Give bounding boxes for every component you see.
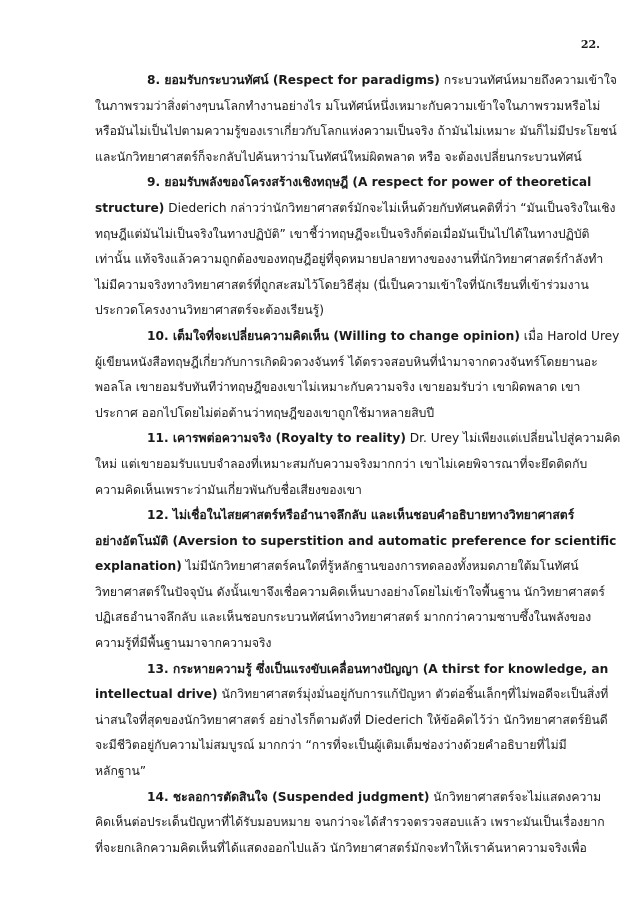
paragraph-line: เท่านั้น แท้จริงแล้วความถูกต้องของทฤษฎีอยู่ที่จุดหมายปลายทางของงานที่นักวิทยาศาสตร์กำลังทำ bbox=[95, 252, 604, 267]
paragraph-line: วิทยาศาสตร์ในปัจจุบัน ดังนั้นเขาจึงเชื่อความคิดเห็นบางอย่างโดยไม่เข้าใจพื้นฐาน นักวิทยาศาสตร์ bbox=[95, 584, 605, 599]
paragraph-line bbox=[95, 68, 617, 94]
paragraph-line: น่าสนใจที่สุดของนักวิทยาศาสตร์ อย่างไรก็ตามดังที่ Diederich ให้ข้อคิดไว้ว่า นักวิทยาศาสตร์ยินดี bbox=[95, 712, 608, 727]
paragraph-line: ไม่มีความจริงทางวิทยาศาสตร์ที่ถูกสะสมไว้โดยวิธีสุ่ม (นี่เป็นความเข้าใจที่นักเรียนที่เข้าร่วมงาน bbox=[95, 277, 589, 292]
paragraph-line: คิดเห็นต่อประเด็นปัญหาที่ได้รับมอบหมาย จนกว่าจะได้สำรวจตรวจสอบแล้ว เพราะมันเป็นเรื่องยาก bbox=[95, 815, 605, 830]
paragraph-14 bbox=[95, 785, 605, 862]
paragraph-line: และนักวิทยาศาสตร์ก็จะกลับไปค้นหาว่ามโนทัศน์ใหม่ผิดพลาด หรือ จะต้องเปลี่ยนกระบวนทัศน์ bbox=[95, 149, 582, 164]
paragraph-line: หรือมันไม่เป็นไปตามความรู้ของเราเกี่ยวกับโลกแห่งความเป็นจริง ถ้ามันไม่เหมาะ มันก็ไม่มีประโยชน์ bbox=[95, 124, 617, 139]
paragraph-heading: อย่างอัตโนมัติ (Aversion to superstition and automatic preference for scientific bbox=[95, 533, 617, 548]
paragraph-line bbox=[95, 682, 609, 708]
paragraph-12 bbox=[95, 503, 617, 657]
paragraph-heading: 8. ยอมรับกระบวนทัศน์ (Respect for paradigms) bbox=[147, 73, 440, 87]
paragraph-line bbox=[95, 324, 620, 350]
paragraph-line bbox=[95, 196, 616, 222]
paragraph-text: Diederich กล่าวว่านักวิทยาศาสตร์มักจะไม่เห็นด้วยกับทัศนคติที่ว่า “มันเป็นจริงในเชิง bbox=[164, 200, 616, 215]
paragraph-text: นักวิทยาศาสตร์จะไม่แสดงความ bbox=[429, 789, 602, 804]
paragraph-heading: 14. ชะลอการตัดสินใจ (Suspended judgment) bbox=[147, 789, 430, 804]
paragraph-line: ผู้เขียนหนังสือทฤษฎีเกี่ยวกับการเกิดผิวดวงจันทร์ ได้ตรวจสอบหินที่นำมาจากดวงจันทร์โดยยานอะ bbox=[95, 354, 598, 369]
paragraph-line: ทฤษฎีแต่มันไม่เป็นจริงในทางปฏิบัติ” เขาชี้ว่าทฤษฎีจะเป็นจริงก็ต่อเมื่อมันเป็นไปได้ในทางปฏิบัติ bbox=[95, 226, 590, 241]
paragraph-line bbox=[95, 170, 592, 196]
paragraph-line bbox=[95, 529, 617, 555]
paragraph-line: ประกาศ ออกไปโดยไม่ต่อต้านว่าทฤษฎีของเขาถูกใช้มาหลายสิบปี bbox=[95, 405, 435, 420]
paragraph-13 bbox=[95, 657, 609, 785]
paragraph-line: ที่จะยกเลิกความคิดเห็นที่ได้แสดงออกไปแล้ว นักวิทยาศาสตร์มักจะทำให้เราค้นหาความจริงเพื่อ bbox=[95, 840, 587, 855]
paragraph-9 bbox=[95, 170, 616, 324]
page-number: 22. bbox=[580, 38, 600, 51]
paragraph-line: ความคิดเห็นเพราะว่ามันเกี่ยวพันกับชื่อเสียงของเขา bbox=[95, 482, 362, 497]
paragraph-text: เมื่อ Harold Urey bbox=[519, 328, 620, 343]
paragraph-heading: intellectual drive) bbox=[95, 687, 218, 702]
paragraph-heading: structure) bbox=[95, 200, 165, 215]
paragraph-heading: 10. เต็มใจที่จะเปลี่ยนความคิดเห็น (Willing to change opinion) bbox=[147, 328, 520, 343]
paragraph-10 bbox=[95, 324, 620, 426]
paragraph-line: ใหม่ แต่เขายอมรับแบบจำลองที่เหมาะสมกับความจริงมากกว่า เขาไม่เคยพิจารณาที่จะยึดติดกับ bbox=[95, 456, 588, 471]
paragraph-line bbox=[95, 503, 588, 529]
paragraph-line: จะมีชีวิตอยู่กับความไม่สมบูรณ์ มากกว่า “การที่จะเป็นผู้เติมเต็มช่องว่างด้วยคำอธิบายที่ไม่มี bbox=[95, 738, 567, 753]
paragraph-line bbox=[95, 785, 602, 811]
paragraph-line: ความรู้ที่มีพื้นฐานมาจากความจริง bbox=[95, 636, 272, 651]
paragraph-11 bbox=[95, 426, 621, 503]
paragraph-heading: 12. ไม่เชื่อในไสยศาสตร์หรืออำนาจลึกลับ และเห็นชอบคำอธิบายทางวิทยาศาสตร์ bbox=[147, 508, 575, 523]
paragraph-heading: 11. เคารพต่อความจริง (Royalty to reality) bbox=[147, 431, 406, 446]
paragraph-text: Dr. Urey ไม่เพียงแต่เปลี่ยนไปสู่ความคิด bbox=[405, 431, 621, 446]
paragraph-heading: 13. กระหายความรู้ ซึ่งเป็นแรงขับเคลื่อนทางปัญญา (A thirst for knowledge, an bbox=[147, 661, 609, 676]
paragraph-text: ไม่มีนักวิทยาศาสตร์คนใดที่รู้หลักฐานของการทดลองทั้งหมดภายใต้มโนทัศน์ bbox=[181, 559, 579, 574]
paragraph-line bbox=[95, 426, 621, 452]
paragraph-line bbox=[95, 657, 609, 683]
paragraph-line bbox=[95, 554, 588, 580]
paragraph-line: ในภาพรวมว่าสิ่งต่างๆบนโลกทำงานอย่างไร มโนทัศน์หนึ่งเหมาะกับความเข้าใจในภาพรวมหรือไม่ bbox=[95, 98, 601, 113]
paragraph-heading: 9. ยอมรับพลังของโครงสร้างเชิงทฤษฎี (A respect for power of theoretical bbox=[147, 175, 592, 190]
paragraph-8 bbox=[95, 68, 617, 170]
paragraph-text: กระบวนทัศน์หมายถึงความเข้าใจ bbox=[439, 73, 617, 87]
paragraph-line: ปฏิเสธอำนาจลึกลับ และเห็นชอบกระบวนทัศน์ทางวิทยาศาสตร์ มากกว่าความซาบซึ้งในพลังของ bbox=[95, 610, 592, 625]
paragraph-text: นักวิทยาศาสตร์มุ่งมั่นอยู่กับการแก้ปัญหา ตัวต่อชิ้นเล็กๆที่ไม่พอดีจะเป็นสิ่งที่ bbox=[217, 687, 609, 702]
paragraph-line: หลักฐาน” bbox=[95, 764, 147, 779]
paragraph-line: ประกวดโครงงานวิทยาศาสตร์จะต้องเรียนรู้) bbox=[95, 303, 324, 318]
paragraph-heading: explanation) bbox=[95, 559, 182, 574]
paragraph-line: พอลโล เขายอมรับทันทีว่าทฤษฎีของเขาไม่เหมาะกับความจริง เขายอมรับว่า เขาผิดพลาด เขา bbox=[95, 380, 581, 395]
